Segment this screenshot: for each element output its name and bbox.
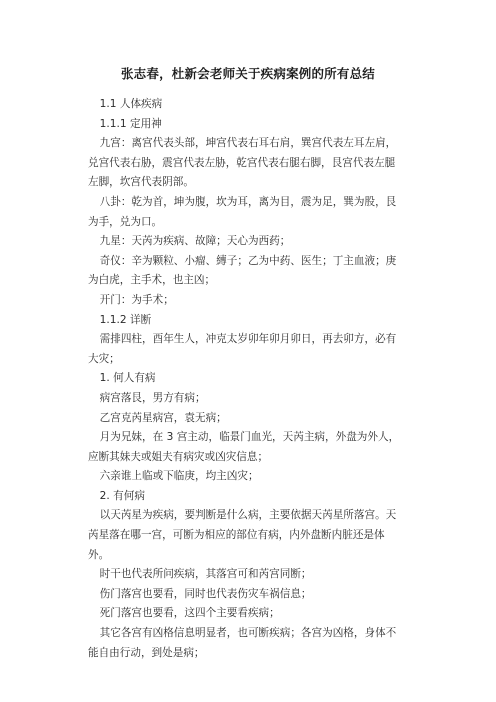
body-paragraph: 八卦：乾为首，坤为腹，坎为耳，离为目，震为足，巽为股，艮为手，兑为口。 [88,195,397,228]
document-body [88,95,404,663]
body-paragraph: 月为兄妹，在 3 宫主动，临景门血光，天芮主病，外盘为外人，应断其妹夫或姐夫有病灾或凶灾信息； [88,431,400,463]
body-paragraph: 六亲谁上临或下临庚，均主凶灾； [99,470,259,483]
body-paragraph: 九星：天芮为疾病、故障；天心为西药； [99,235,291,248]
subsection-heading: 1.1.2 详断 [99,313,152,326]
subsection-heading: 1.1.1 定用神 [99,117,162,130]
body-paragraph: 时干也代表所问疾病，其落宫可和芮宫同断； [99,568,312,581]
body-paragraph: 病宫落艮，男方有病； [99,391,206,404]
body-paragraph: 其它各宫有凶格信息明显者，也可断疾病；各宫为凶格，身体不能自由行动，到处是病； [88,627,397,659]
document-title: 张志春，杜新会老师关于疾病案例的所有总结 [120,66,375,81]
body-paragraph: 死门落宫也要看，这四个主要看疾病； [99,607,280,620]
body-paragraph: 九宫：离宫代表头部，坤宫代表右耳右肩，巽宫代表左耳左肩，兑宫代表右胁，震宫代表左胁，乾宫代表右腿右脚，艮宫代表左腿左脚，坎宫代表阴部。 [88,137,397,189]
section-heading: 1.1 人体疾病 [99,98,163,110]
body-paragraph: 以天芮星为疾病，要判断是什么病，主要依据天芮星所落宫。天芮星落在哪一宫，可断为相应的部位有病，内外盘断内脏还是体外。 [88,509,397,561]
numbered-heading: 2. 有何病 [99,489,145,502]
body-paragraph: 奇仪：辛为颗粒、小瘤、縳子；乙为中药、医生；丁主血液；庚为白虎，主手术，也主凶； [88,254,397,287]
body-paragraph: 开门：为手术； [99,293,174,306]
numbered-heading: 1. 何人有病 [99,372,156,385]
body-paragraph: 乙宫克芮星病宫，袁无病； [99,411,227,424]
body-paragraph: 伤门落宫也要看，同时也代表伤灾车祸信息； [99,587,312,600]
body-paragraph: 需排四柱，酉年生人，冲克太岁卯年卯月卯日，再去卯方，必有大灾； [88,333,397,365]
